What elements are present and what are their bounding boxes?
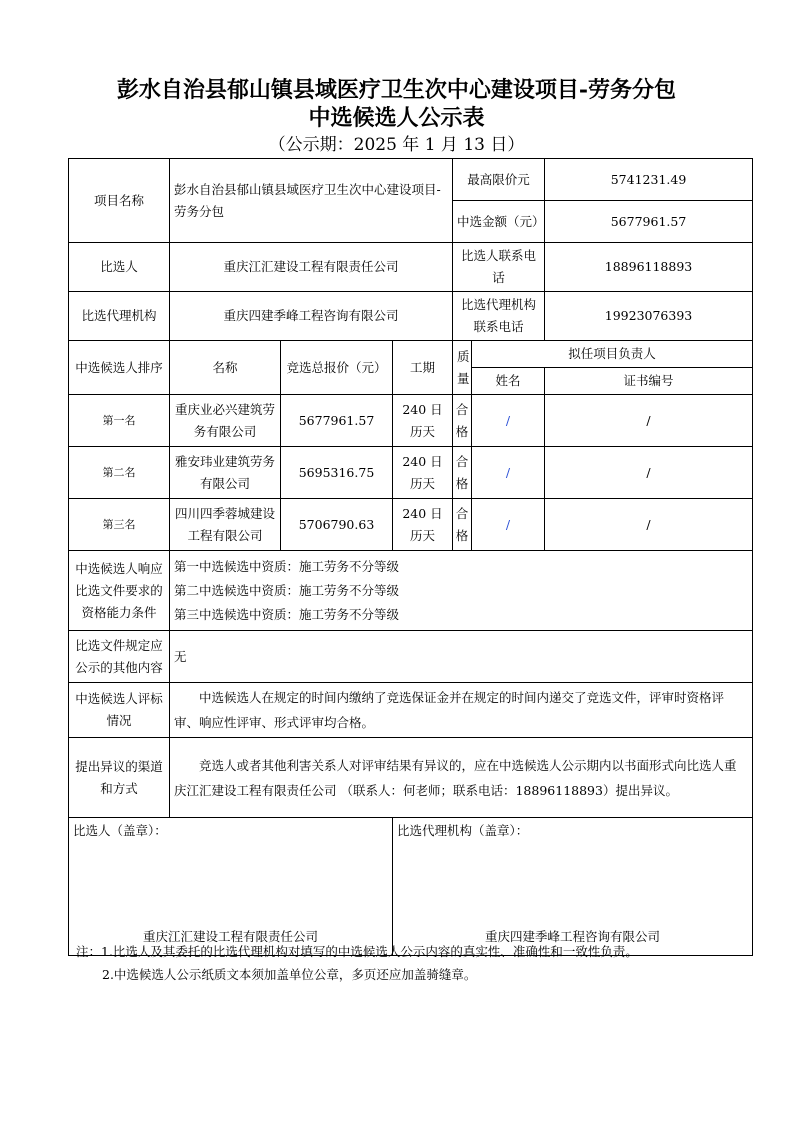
name-header: 名称 — [170, 341, 281, 395]
cert-header: 证书编号 — [545, 368, 753, 395]
qualification-line: 第一中选候选中资质：施工劳务不分等级 — [174, 558, 400, 574]
agent-value: 重庆四建季峰工程咨询有限公司 — [170, 292, 453, 341]
candidate-name: 四川四季蓉城建设工程有限公司 — [170, 499, 281, 551]
review-label: 中选候选人评标情况 — [69, 683, 170, 738]
price-header: 竞选总报价（元） — [281, 341, 393, 395]
candidate-price: 5677961.57 — [281, 395, 393, 447]
manager-name-header: 姓名 — [472, 368, 545, 395]
buyer-value: 重庆江汇建设工程有限责任公司 — [170, 243, 453, 292]
notes — [76, 940, 638, 986]
other-content-label: 比选文件规定应公示的其他内容 — [69, 631, 170, 683]
candidate-quality: 合格 — [453, 499, 472, 551]
buyer-signature-label: 比选人（盖章）： — [73, 823, 167, 838]
candidate-manager-name: / — [472, 499, 545, 551]
candidate-price: 5706790.63 — [281, 499, 393, 551]
note-line: 2.中选候选人公示纸质文本须加盖单位公章，多页还应加盖骑缝章。 — [102, 967, 477, 982]
agent-signature-label: 比选代理机构（盖章）： — [397, 823, 529, 838]
candidate-quality: 合格 — [453, 447, 472, 499]
candidate-cert: / — [545, 447, 753, 499]
qualification-line: 第三中选候选中资质：施工劳务不分等级 — [174, 606, 400, 622]
candidate-period: 240 日历天 — [393, 499, 453, 551]
qualification-line: 第二中选候选中资质：施工劳务不分等级 — [174, 582, 400, 598]
buyer-phone-label: 比选人联系电话 — [453, 243, 545, 292]
agent-phone-label: 比选代理机构联系电话 — [453, 292, 545, 341]
note-line: 注：1.比选人及其委托的比选代理机构对填写的中选候选人公示内容的真实性、准确性和一致性负责。 — [76, 944, 638, 959]
project-name-value: 彭水自治县郁山镇县域医疗卫生次中心建设项目-劳务分包 — [170, 159, 453, 243]
objection-label: 提出异议的渠道和方式 — [69, 738, 170, 818]
table-row — [69, 395, 753, 447]
review-value: 中选候选人在规定的时间内缴纳了竞选保证金并在规定的时间内递交了竞选文件，评审时资格评审、响应性评审、形式评审均合格。 — [170, 683, 753, 738]
buyer-label: 比选人 — [69, 243, 170, 292]
buyer-signature-cell — [69, 818, 393, 956]
publicity-table — [68, 158, 753, 956]
rank-header: 中选候选人排序 — [69, 341, 170, 395]
candidate-manager-name: / — [472, 395, 545, 447]
candidate-rank: 第三名 — [69, 499, 170, 551]
qualification-label: 中选候选人响应比选文件要求的资格能力条件 — [69, 551, 170, 631]
other-content-value: 无 — [170, 631, 753, 683]
publicity-period: （公示期：2025 年 1 月 13 日） — [268, 135, 525, 155]
candidate-period: 240 日历天 — [393, 447, 453, 499]
candidate-price: 5695316.75 — [281, 447, 393, 499]
table-row — [69, 499, 753, 551]
candidate-period: 240 日历天 — [393, 395, 453, 447]
candidate-quality: 合格 — [453, 395, 472, 447]
buyer-phone-value: 18896118893 — [545, 243, 753, 292]
table-row — [69, 447, 753, 499]
buyer-signature-name: 重庆江汇建设工程有限责任公司 — [142, 929, 318, 944]
quality-header: 质量 — [453, 341, 472, 395]
project-name-label: 项目名称 — [69, 159, 170, 243]
win-amount-label: 中选金额（元） — [453, 201, 545, 243]
max-price-value: 5741231.49 — [545, 159, 753, 201]
candidate-manager-name: / — [472, 447, 545, 499]
candidate-name: 重庆业必兴建筑劳务有限公司 — [170, 395, 281, 447]
candidate-rank: 第一名 — [69, 395, 170, 447]
agent-phone-value: 19923076393 — [545, 292, 753, 341]
document-title: 彭水自治县郁山镇县域医疗卫生次中心建设项目-劳务分包 — [116, 77, 677, 103]
max-price-label: 最高限价元 — [453, 159, 545, 201]
candidate-rank: 第二名 — [69, 447, 170, 499]
agent-label: 比选代理机构 — [69, 292, 170, 341]
win-amount-value: 5677961.57 — [545, 201, 753, 243]
manager-header: 拟任项目负责人 — [472, 341, 753, 368]
period-header: 工期 — [393, 341, 453, 395]
candidate-name: 雅安玮业建筑劳务有限公司 — [170, 447, 281, 499]
candidate-cert: / — [545, 499, 753, 551]
agent-signature-cell — [393, 818, 753, 956]
agent-signature-name: 重庆四建季峰工程咨询有限公司 — [485, 929, 661, 944]
candidate-cert: / — [545, 395, 753, 447]
document-subtitle: 中选候选人公示表 — [308, 105, 485, 131]
objection-value: 竞选人或者其他利害关系人对评审结果有异议的，应在中选候选人公示期内以书面形式向比选人重庆江汇建设工程有限责任公司 （联系人：何老师；联系电话：18896118893）提出异议。 — [170, 738, 753, 818]
qualification-value — [170, 551, 753, 631]
